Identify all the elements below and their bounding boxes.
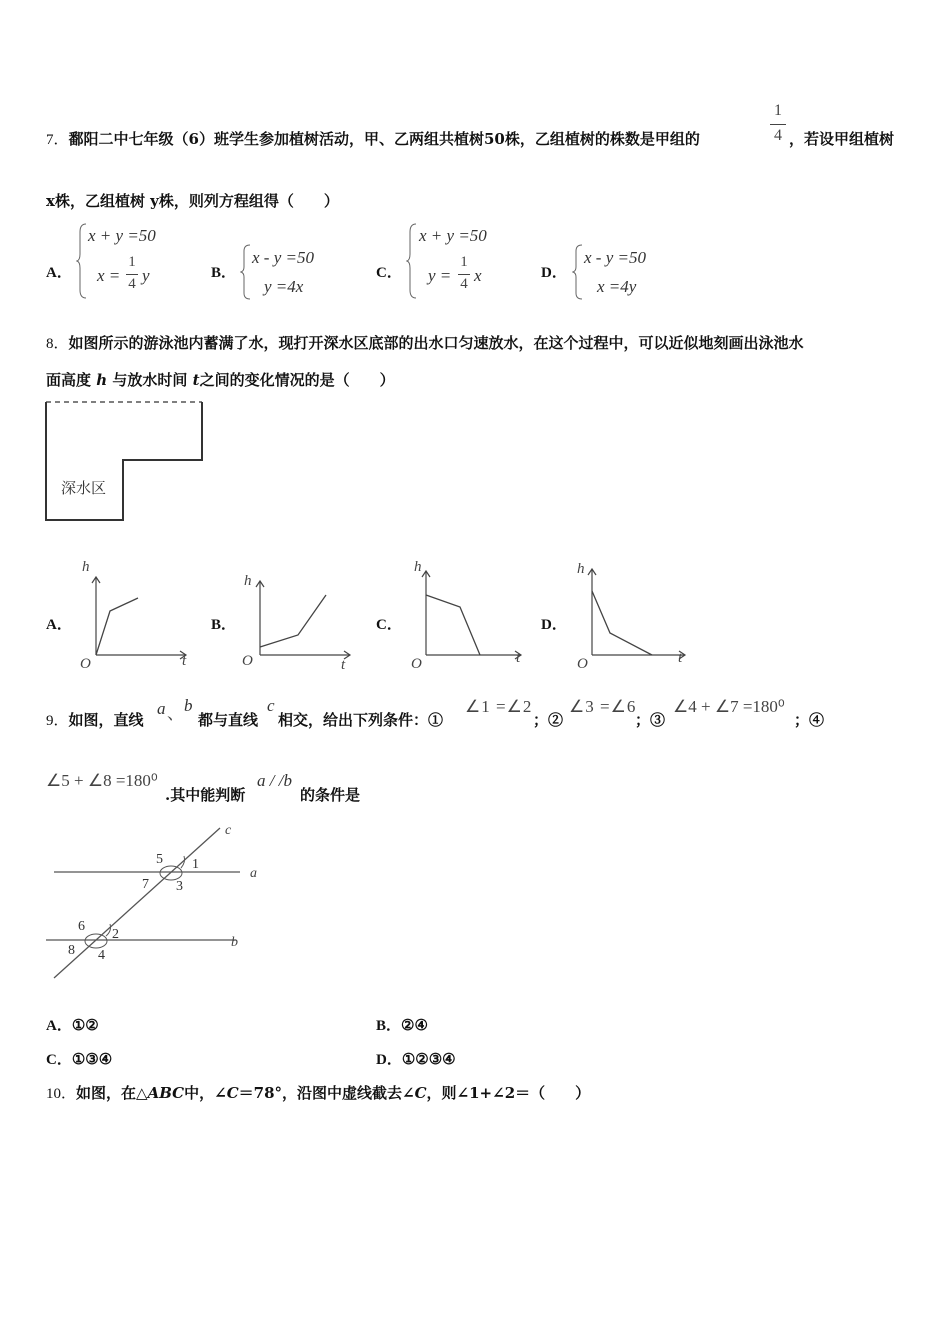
q9-option-a-value: ①② xyxy=(71,1016,99,1034)
q7-option-d-eq1: x - y =50 xyxy=(584,248,646,267)
q9-option-a-label: A． xyxy=(46,1018,72,1034)
q10-c1: C xyxy=(226,1084,239,1102)
q9-option-a[interactable] xyxy=(46,1014,99,1035)
q7-option-c-label[interactable]: C． xyxy=(376,265,402,281)
q8-graph-a-t: t xyxy=(182,653,187,669)
q8-graph-c xyxy=(406,555,531,670)
pool-outline xyxy=(46,402,202,520)
fig-label-8: 8 xyxy=(68,943,75,958)
q8-graph-c-t: t xyxy=(516,650,521,666)
q9-option-b[interactable] xyxy=(376,1014,428,1035)
q7-option-b-eq2: y =4x xyxy=(264,277,304,296)
q9-option-c-value: ①③④ xyxy=(71,1050,113,1068)
q9-var-c: c xyxy=(267,696,275,715)
fig-label-1: 1 xyxy=(192,857,199,872)
q7-option-d-brace xyxy=(572,243,584,301)
q7-option-a-eq1: x + y =50 xyxy=(88,226,156,245)
q9-cond1: ∠1 =∠2 xyxy=(465,697,533,716)
q7-option-b-brace xyxy=(240,243,252,301)
q8-graph-b-h: h xyxy=(244,573,252,589)
q8-h-var: h xyxy=(96,371,108,389)
q9-figure xyxy=(40,818,270,988)
pool-figure xyxy=(40,396,210,526)
q8-number: 8． xyxy=(46,336,69,352)
q7-number: 7． xyxy=(46,132,69,148)
q8-graph-c-curve xyxy=(426,595,480,655)
q9-t1: 如图，直线 xyxy=(68,711,144,729)
fig-label-6: 6 xyxy=(78,919,85,934)
q8-graph-d-t: t xyxy=(678,650,683,666)
q8-graph-b-curve xyxy=(260,595,326,647)
q9-option-d-value: ①②③④ xyxy=(401,1050,456,1068)
q7-option-a-brace xyxy=(76,222,88,300)
q9-number: 9． xyxy=(46,713,69,729)
q8-graph-a-h: h xyxy=(82,559,90,575)
q7-option-c-frac-den: 4 xyxy=(460,276,468,292)
q7-frac-line xyxy=(770,124,786,125)
fig-label-3: 3 xyxy=(176,879,183,894)
q8-line1 xyxy=(46,332,804,353)
q9-sep: 、 xyxy=(167,704,184,723)
q8-option-b-label[interactable]: B． xyxy=(211,617,237,633)
angle-arc-bottom xyxy=(85,934,107,948)
q7-option-a-frac-den: 4 xyxy=(128,276,136,292)
q8-graph-b-o: O xyxy=(242,653,253,669)
q8-text-pre: 面高度 xyxy=(46,371,92,389)
q7-option-a-frac-num: 1 xyxy=(128,254,136,270)
q9-cond4: ∠5 + ∠8 =180⁰ xyxy=(46,771,158,790)
q9-option-c[interactable] xyxy=(46,1048,112,1069)
q8-graph-a-o: O xyxy=(80,656,91,670)
q8-text-line1: 如图所示的游泳池内蓄满了水，现打开深水区底部的出水口匀速放水，在这个过程中，可以近似地刻画出泳池水 xyxy=(68,334,804,352)
q10-number: 10． xyxy=(46,1086,77,1102)
q7-text-line1: 鄱阳二中七年级（6）班学生参加植树活动，甲、乙两组共植树50株，乙组植树的株数是甲组的 xyxy=(68,130,700,148)
fig-label-5: 5 xyxy=(156,852,163,867)
q7-option-c-eq2-left: y = xyxy=(428,266,452,285)
q9-option-d-label: D． xyxy=(376,1052,402,1068)
fig-label-7: 7 xyxy=(142,877,149,892)
q9-s3: ；④ xyxy=(794,711,825,729)
q8-graph-b-t: t xyxy=(341,657,346,673)
q10-abc: ABC xyxy=(147,1084,185,1102)
q7-option-a-eq2-left: x = xyxy=(97,266,121,285)
q10-line xyxy=(46,1082,590,1103)
q8-t-var: t xyxy=(192,371,200,389)
fig-label-2: 2 xyxy=(112,927,119,942)
q8-graph-b xyxy=(240,563,360,673)
q9-t2: 都与直线 xyxy=(198,711,259,729)
q7-option-a-frac-line xyxy=(126,274,138,275)
fig-label-c: c xyxy=(225,823,232,838)
q9-var-a: a xyxy=(157,699,166,718)
fig-label-4: 4 xyxy=(98,948,105,963)
q7-option-a-eq2-right: y xyxy=(142,266,150,285)
q7-frac-num: 1 xyxy=(774,102,782,119)
q9-option-c-label: C． xyxy=(46,1052,72,1068)
pool-label: 深水区 xyxy=(61,479,107,497)
q9-t3: 相交，给出下列条件：① xyxy=(278,711,444,729)
q8-graph-d-curve xyxy=(592,591,652,655)
q8-graph-d-o: O xyxy=(577,656,588,670)
q9-s1: ；② xyxy=(533,711,564,729)
q7-text-line1-end: ，若设甲组植树 xyxy=(789,130,895,148)
q8-option-a-label[interactable]: A． xyxy=(46,617,72,633)
q9-s2: ；③ xyxy=(635,711,666,729)
q10-t4: ，则∠1+∠2＝（ ） xyxy=(426,1084,591,1102)
q7-option-c-eq2-right: x xyxy=(474,266,482,285)
q7-text-line2: x株，乙组植树 y株，则列方程组得（ ） xyxy=(46,192,339,210)
q7-option-c-eq1: x + y =50 xyxy=(419,226,487,245)
q10-t2: 中，∠ xyxy=(184,1084,227,1102)
q8-text-mid: 与放水时间 xyxy=(112,371,188,389)
q8-graph-a-curve xyxy=(96,598,138,655)
q8-graph-a xyxy=(76,555,196,670)
fig-label-b: b xyxy=(231,935,238,950)
q7-option-a-label[interactable]: A． xyxy=(46,265,72,281)
q9-cond3: ∠4 + ∠7 =180⁰ xyxy=(673,697,785,716)
q8-graph-c-o: O xyxy=(411,656,422,670)
q10-t1: 如图，在△ xyxy=(76,1084,148,1102)
q7-option-b-label[interactable]: B． xyxy=(211,265,237,281)
q7-option-c-frac-line xyxy=(458,274,470,275)
q9-option-b-label: B． xyxy=(376,1018,402,1034)
q7-frac-den: 4 xyxy=(774,127,782,144)
q9-var-b: b xyxy=(184,696,193,715)
q10-t3: ＝78°，沿图中虚线截去∠ xyxy=(238,1084,415,1102)
q9-option-b-value: ②④ xyxy=(401,1016,428,1034)
q9-t4: .其中能判断 xyxy=(165,786,246,804)
fig-label-a: a xyxy=(250,866,257,881)
q7-option-b-eq1: x - y =50 xyxy=(252,248,314,267)
q8-option-c-label[interactable]: C． xyxy=(376,617,402,633)
q7-option-d-eq2: x =4y xyxy=(597,277,637,296)
q8-graph-c-h: h xyxy=(414,559,422,575)
q7-option-d-label[interactable]: D． xyxy=(541,265,567,281)
q8-text-end: 之间的变化情况的是（ ） xyxy=(199,371,395,389)
q9-t5: 的条件是 xyxy=(300,786,361,804)
line-c xyxy=(54,828,220,978)
q8-graph-d-h: h xyxy=(577,561,585,577)
q9-option-d[interactable] xyxy=(376,1048,456,1069)
q8-graph-d xyxy=(572,555,697,670)
q9-cond2: ∠3 =∠6 xyxy=(569,697,637,716)
q7-option-c-brace xyxy=(406,222,418,300)
q8-line2 xyxy=(46,369,395,390)
q10-c2: C xyxy=(414,1084,427,1102)
q7-option-c-frac-num: 1 xyxy=(460,254,468,270)
q9-parallel: a / /b xyxy=(257,771,292,790)
q8-option-d-label[interactable]: D． xyxy=(541,617,567,633)
q9-line1-a xyxy=(46,709,144,730)
q7-line1 xyxy=(46,128,700,149)
